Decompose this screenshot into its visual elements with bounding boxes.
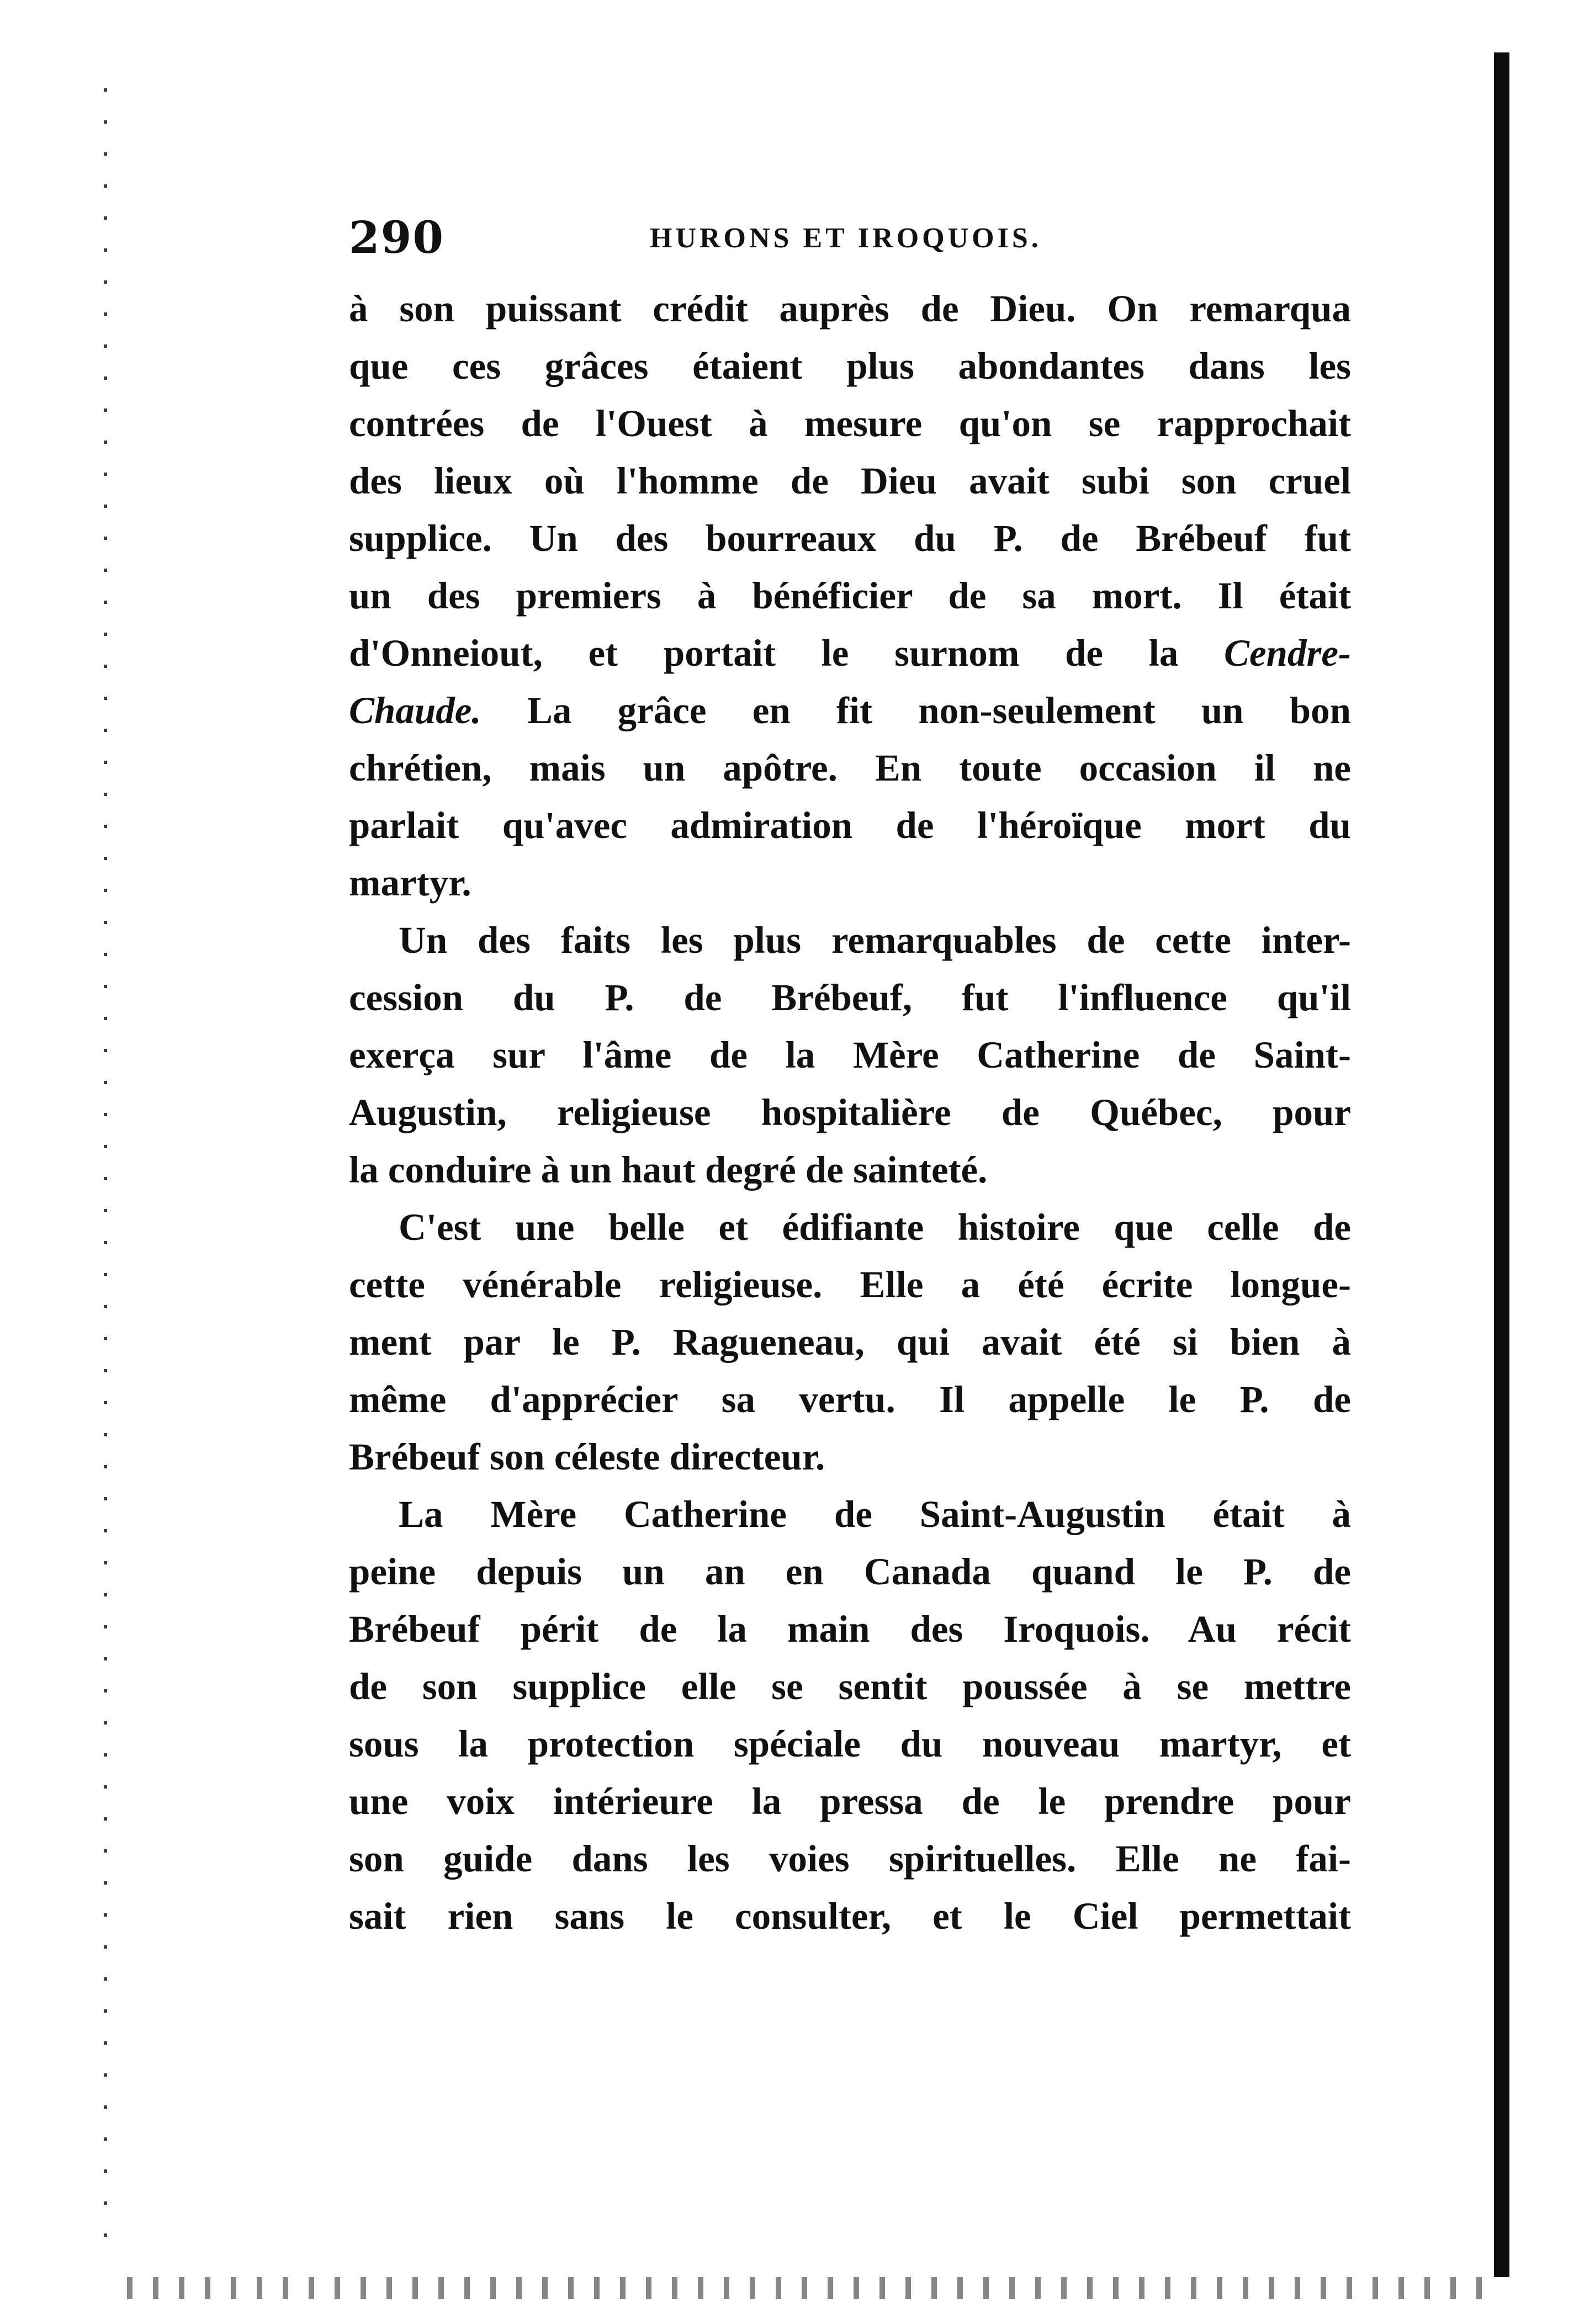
text-line: son guide dans les voies spirituelles. Elle ne fai- bbox=[349, 1838, 1351, 1880]
body-text bbox=[349, 280, 1351, 1945]
text-line: une voix intérieure la pressa de le prendre pour bbox=[349, 1780, 1351, 1822]
text-line: de son supplice elle se sentit poussée à se mettre bbox=[349, 1665, 1351, 1707]
scan-noise-bottom bbox=[127, 2277, 1491, 2299]
text-line: ment par le P. Ragueneau, qui avait été si bien à bbox=[349, 1321, 1351, 1363]
text-line: Augustin, religieuse hospitalière de Québec, pour bbox=[349, 1091, 1351, 1133]
text-line: Un des faits les plus remarquables de cette inter- bbox=[399, 919, 1351, 961]
text-line: des lieux où l'homme de Dieu avait subi son cruel bbox=[349, 460, 1351, 502]
paragraph bbox=[349, 1198, 1351, 1485]
text-line: parlait qu'avec admiration de l'héroïque mort du bbox=[349, 804, 1351, 846]
page-header bbox=[349, 213, 1354, 262]
text-line: supplice. Un des bourreaux du P. de Brébeuf fut bbox=[349, 517, 1351, 559]
text-line: cession du P. de Brébeuf, fut l'influence qu'il bbox=[349, 977, 1351, 1018]
text-line: Chaude. La grâce en fit non-seulement un bon bbox=[349, 689, 1351, 731]
text-line: cette vénérable religieuse. Elle a été écrite longue- bbox=[349, 1264, 1351, 1306]
text-line: contrées de l'Ouest à mesure qu'on se rapprochait bbox=[349, 402, 1351, 444]
paragraph bbox=[349, 280, 1351, 911]
text-line: d'Onneiout, et portait le surnom de la Cendre- bbox=[349, 632, 1351, 674]
text-line: Brébeuf périt de la main des Iroquois. Au récit bbox=[349, 1608, 1351, 1650]
scan-noise-left bbox=[94, 88, 116, 2241]
text-line: martyr. bbox=[349, 862, 471, 904]
page-number: 290 bbox=[349, 211, 444, 263]
text-line: que ces grâces étaient plus abondantes dans les bbox=[349, 345, 1351, 387]
paragraph bbox=[349, 911, 1351, 1198]
text-line: un des premiers à bénéficier de sa mort. Il était bbox=[349, 575, 1351, 617]
text-line: la conduire à un haut degré de sainteté. bbox=[349, 1149, 988, 1191]
text-line: à son puissant crédit auprès de Dieu. On remarqua bbox=[349, 288, 1351, 330]
text-line: sous la protection spéciale du nouveau martyr, et bbox=[349, 1723, 1351, 1765]
text-line: C'est une belle et édifiante histoire que celle de bbox=[399, 1206, 1351, 1248]
text-line: La Mère Catherine de Saint-Augustin était à bbox=[399, 1493, 1351, 1535]
text-line: Brébeuf son céleste directeur. bbox=[349, 1436, 825, 1478]
page-edge-bar bbox=[1494, 52, 1509, 2277]
text-line: même d'apprécier sa vertu. Il appelle le P. de bbox=[349, 1378, 1351, 1420]
paragraph bbox=[349, 1485, 1351, 1945]
text-line: peine depuis un an en Canada quand le P. de bbox=[349, 1551, 1351, 1593]
text-line: exerça sur l'âme de la Mère Catherine de Saint- bbox=[349, 1034, 1351, 1076]
text-line: sait rien sans le consulter, et le Ciel permettait bbox=[349, 1895, 1351, 1937]
running-title: HURONS ET IROQUOIS. bbox=[650, 222, 1042, 254]
text-line: chrétien, mais un apôtre. En toute occasion il ne bbox=[349, 747, 1351, 789]
